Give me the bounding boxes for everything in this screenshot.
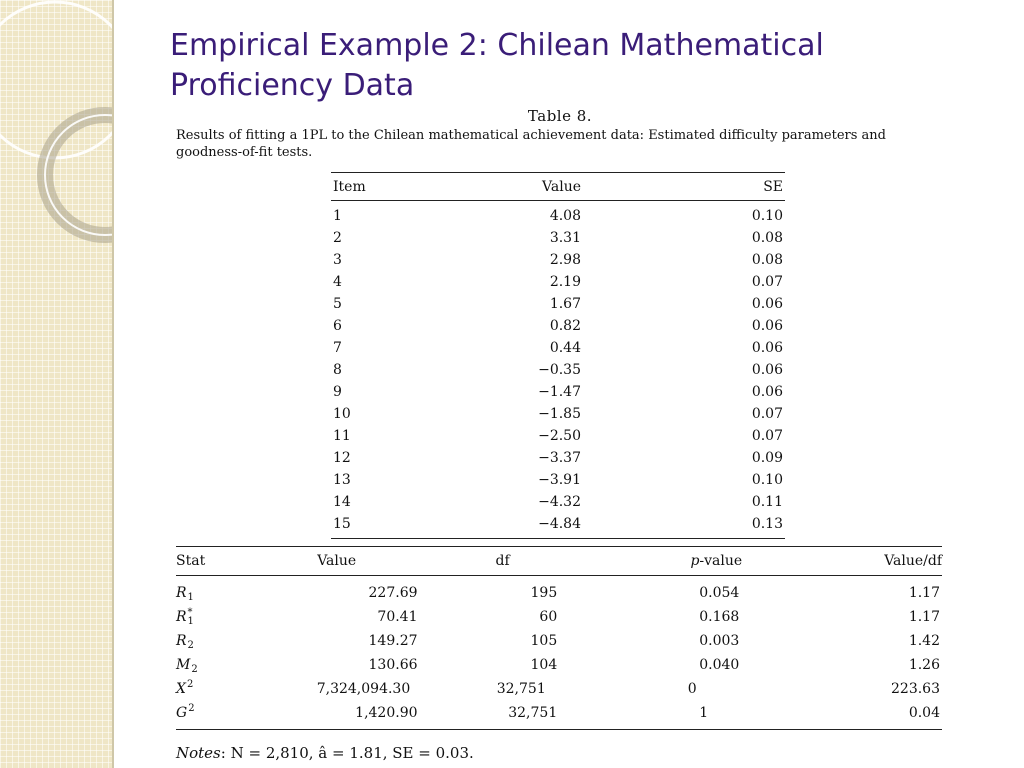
difficulty-table: [331, 172, 785, 539]
value-cell: 70.41: [377, 609, 418, 625]
value-df-cell: 1.42: [908, 633, 940, 649]
se-cell: 0.06: [751, 296, 783, 312]
table-row: [176, 701, 942, 725]
se-cell: 0.13: [751, 516, 783, 532]
se-cell: 0.07: [751, 274, 783, 290]
stat-superscript: *: [187, 607, 193, 618]
df-cell: 32,751: [508, 705, 558, 721]
table-row: [331, 513, 785, 535]
table-row: [331, 447, 785, 469]
table-row: [176, 581, 942, 605]
value-df-cell: 223.63: [891, 681, 940, 697]
value-cell: −3.91: [538, 472, 581, 488]
header-df: df: [495, 553, 510, 569]
difficulty-table-body: [331, 201, 785, 538]
table-row: [331, 337, 785, 359]
decorative-sidebar: [0, 0, 112, 768]
se-cell: 0.06: [751, 384, 783, 400]
pvalue-cell: 0: [687, 681, 697, 697]
item-cell: 5: [333, 296, 342, 312]
item-cell: 10: [333, 406, 351, 422]
table-row: [176, 653, 942, 677]
value-df-cell: 1.17: [908, 585, 940, 601]
value-df-cell: 0.04: [908, 705, 940, 721]
value-cell: 227.69: [368, 585, 418, 601]
value-cell: 2.98: [549, 252, 581, 268]
stat-symbol: M: [176, 657, 191, 673]
table-row: [331, 491, 785, 513]
table-caption: Results of fitting a 1PL to the Chilean mathematical achievement data: Estimated difficulty parameters and goodness-of-fit tests.: [176, 128, 887, 160]
fit-table-header: [176, 547, 942, 576]
table-row: [176, 605, 942, 629]
item-cell: 14: [333, 494, 351, 510]
value-cell: 4.08: [549, 208, 581, 224]
value-cell: 2.19: [549, 274, 581, 290]
notes-text: : N = 2,810, â = 1.81, SE = 0.03.: [220, 744, 474, 762]
value-cell: −3.37: [538, 450, 581, 466]
header-value-df: Value/df: [884, 553, 942, 569]
df-cell: 32,751: [496, 681, 546, 697]
table-row: [331, 425, 785, 447]
pvalue-cell: 0.003: [699, 633, 740, 649]
item-cell: 12: [333, 450, 351, 466]
stat-subscript: 1: [187, 592, 194, 603]
value-cell: 149.27: [368, 633, 418, 649]
stat-cell: [176, 680, 253, 698]
stat-symbol: G: [176, 705, 188, 721]
df-cell: 195: [530, 585, 558, 601]
se-cell: 0.06: [751, 318, 783, 334]
stat-subscript: 2: [191, 664, 198, 675]
stat-cell: [176, 632, 256, 650]
decorative-circles: [0, 0, 112, 768]
se-cell: 0.06: [751, 340, 783, 356]
slide-title: Empirical Example 2: Chilean Mathematical Proficiency Data: [170, 28, 824, 103]
pvalue-cell: 0.040: [699, 657, 740, 673]
se-cell: 0.10: [751, 472, 783, 488]
value-cell: 1.67: [549, 296, 581, 312]
fit-table: [176, 546, 942, 730]
stat-cell: [176, 584, 256, 602]
item-cell: 13: [333, 472, 351, 488]
item-cell: 15: [333, 516, 351, 532]
stat-cell: [176, 608, 256, 626]
header-value: Value: [542, 178, 581, 195]
header-stat: Stat: [176, 553, 206, 569]
df-cell: 60: [539, 609, 558, 625]
value-cell: 0.44: [549, 340, 581, 356]
table-row: [331, 469, 785, 491]
notes-label: Notes: [176, 744, 221, 762]
header-pvalue-rest: -value: [699, 553, 743, 569]
table-row: [176, 677, 942, 701]
table-row: [331, 403, 785, 425]
table-row: [331, 381, 785, 403]
item-cell: 4: [333, 274, 342, 290]
value-df-cell: 1.17: [908, 609, 940, 625]
value-cell: 130.66: [368, 657, 418, 673]
header-item: Item: [333, 178, 366, 195]
value-cell: −1.85: [538, 406, 581, 422]
value-cell: −4.84: [538, 516, 581, 532]
header-se: SE: [763, 178, 783, 195]
table-row: [331, 205, 785, 227]
se-cell: 0.06: [751, 362, 783, 378]
stat-symbol: R: [176, 585, 187, 601]
item-cell: 1: [333, 208, 342, 224]
table-row: [331, 249, 785, 271]
stat-subscript: [187, 689, 193, 698]
table-row: [331, 293, 785, 315]
stat-superscript: 2: [188, 703, 195, 714]
table-row: [331, 227, 785, 249]
value-cell: 3.31: [549, 230, 581, 246]
fit-table-body: [176, 576, 942, 729]
value-df-cell: 1.26: [908, 657, 940, 673]
se-cell: 0.08: [751, 252, 783, 268]
table-row: [176, 629, 942, 653]
stat-cell: [176, 704, 256, 722]
item-cell: 8: [333, 362, 342, 378]
header-value: Value: [317, 553, 357, 569]
value-cell: −0.35: [538, 362, 581, 378]
value-cell: −1.47: [538, 384, 581, 400]
sidebar-border: [112, 0, 114, 768]
table-row: [331, 271, 785, 293]
item-cell: 7: [333, 340, 342, 356]
stat-subscript: 2: [187, 640, 194, 651]
value-cell: −4.32: [538, 494, 581, 510]
table-row: [331, 359, 785, 381]
stat-subscript: 1: [187, 616, 194, 627]
pvalue-cell: 0.054: [699, 585, 740, 601]
header-pvalue: [544, 553, 884, 569]
stat-superscript: 2: [186, 679, 194, 690]
value-cell: 7,324,094.30: [316, 681, 411, 697]
item-cell: 3: [333, 252, 342, 268]
se-cell: 0.09: [751, 450, 783, 466]
value-cell: −2.50: [538, 428, 581, 444]
se-cell: 0.07: [751, 406, 783, 422]
df-cell: 105: [530, 633, 558, 649]
stat-cell: [176, 656, 256, 674]
value-cell: 0.82: [549, 318, 581, 334]
value-cell: 1,420.90: [355, 705, 418, 721]
stat-symbol: X: [176, 681, 186, 697]
item-cell: 9: [333, 384, 342, 400]
df-cell: 104: [530, 657, 558, 673]
header-pvalue-italic: p: [690, 553, 700, 569]
stat-symbol: R: [176, 609, 187, 625]
se-cell: 0.11: [751, 494, 783, 510]
table-row: [331, 315, 785, 337]
stat-subscript: [188, 713, 194, 722]
pvalue-cell: 0.168: [699, 609, 740, 625]
item-cell: 11: [333, 428, 351, 444]
difficulty-table-header: [331, 173, 785, 201]
item-cell: 6: [333, 318, 342, 334]
pvalue-cell: 1: [699, 705, 709, 721]
se-cell: 0.08: [751, 230, 783, 246]
se-cell: 0.07: [751, 428, 783, 444]
se-cell: 0.10: [751, 208, 783, 224]
stat-symbol: R: [176, 633, 187, 649]
table-notes: [176, 744, 474, 762]
table-label: Table 8.: [527, 107, 593, 125]
item-cell: 2: [333, 230, 342, 246]
